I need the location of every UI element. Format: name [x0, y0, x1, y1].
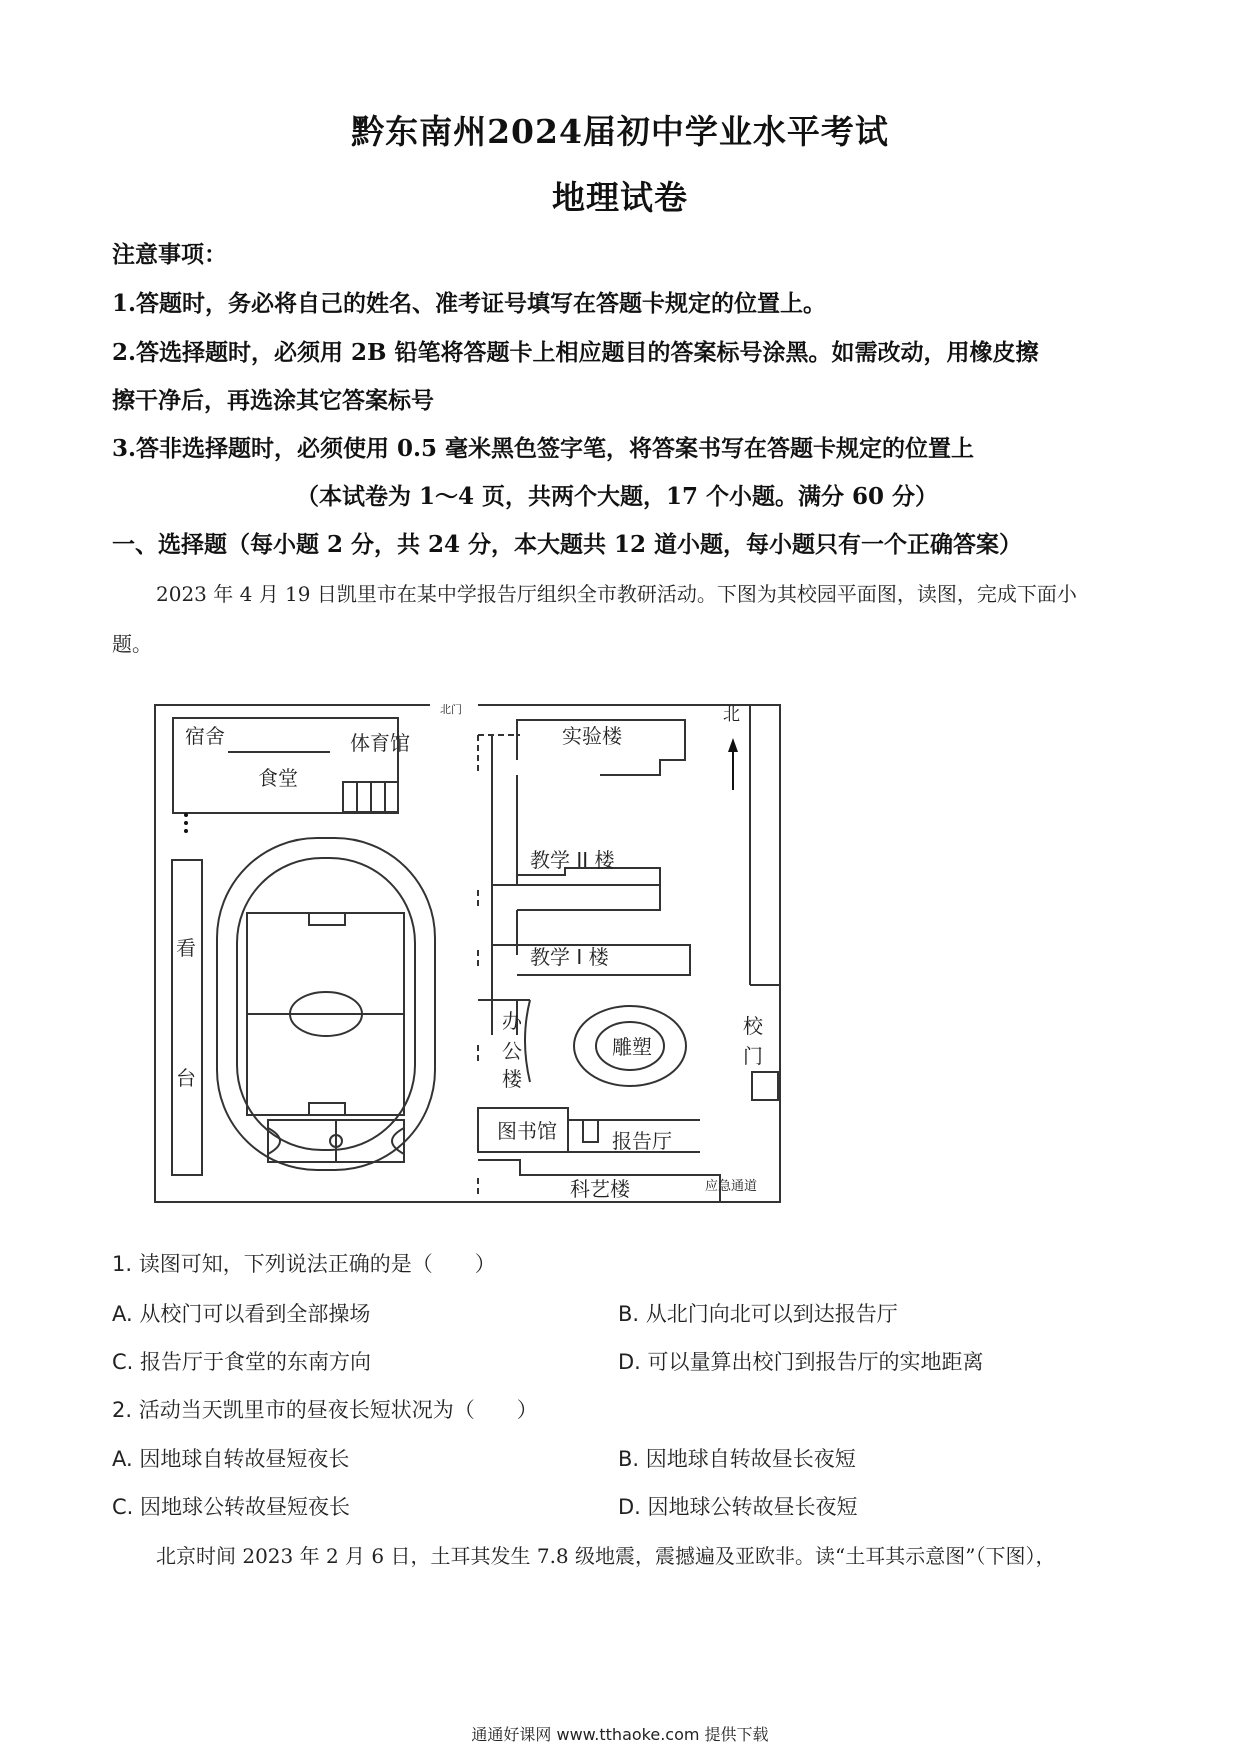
intro-line-2: 题。 — [112, 632, 152, 656]
page-subtitle: 地理试卷 — [552, 178, 688, 217]
lab-label: 实验楼 — [562, 724, 622, 748]
office-label-1: 办 — [502, 1009, 522, 1033]
question-1-stem: 1. 读图可知，下列说法正确的是（ ） — [112, 1252, 496, 1276]
question-2-option-d: D. 因地球公转故昼长夜短 — [618, 1495, 858, 1519]
sculpture-label: 雕塑 — [612, 1035, 652, 1059]
north-arrow-label: 北 — [723, 705, 740, 725]
question-2-option-a: A. 因地球自转故昼短夜长 — [112, 1447, 350, 1471]
emergency-exit-label: 应急通道 — [705, 1179, 758, 1194]
footer: 通通好课网 www.tthaoke.com 提供下载 — [471, 1725, 769, 1744]
map-boundary — [155, 705, 780, 1202]
gym-label: 体育馆 — [350, 731, 410, 755]
question-2-option-c: C. 因地球公转故昼短夜长 — [112, 1495, 351, 1519]
teaching-building-2-label: 教学 II 楼 — [530, 848, 615, 872]
notice-item-1: 1.答题时，务必将自己的姓名、准考证号填写在答题卡规定的位置上。 — [112, 290, 827, 317]
office-label-2: 公 — [502, 1039, 522, 1063]
stand-label-1: 看 — [176, 936, 196, 960]
exam-scope: （本试卷为 1～4 页，共两个大题，17 个小题。满分 60 分） — [296, 483, 939, 510]
question-2-option-b: B. 因地球自转故昼长夜短 — [618, 1447, 856, 1471]
sci-art-label: 科艺楼 — [570, 1177, 630, 1201]
teaching-building-1-label: 教学 I 楼 — [530, 945, 609, 969]
office-label-3: 楼 — [502, 1067, 522, 1091]
north-gate-label: 北门 — [440, 703, 462, 716]
notice-heading: 注意事项： — [112, 241, 227, 268]
question-2-stem: 2. 活动当天凯里市的昼夜长短状况为（ ） — [112, 1398, 538, 1422]
next-intro: 北京时间 2023 年 2 月 6 日，土耳其发生 7.8 级地震，震撼遍及亚欧非。读“土耳其示意图”（下图）， — [156, 1544, 1056, 1568]
notice-item-2-line-2: 擦干净后，再选涂其它答案标号 — [112, 387, 434, 414]
stand — [172, 860, 202, 1175]
section-heading: 一、选择题（每小题 2 分，共 24 分，本大题共 12 道小题，每小题只有一个正确答案） — [112, 531, 1023, 558]
question-1-option-c: C. 报告厅于食堂的东南方向 — [112, 1350, 372, 1374]
auditorium-label: 报告厅 — [612, 1129, 672, 1153]
gate-label-2: 门 — [743, 1044, 763, 1068]
stand-label-2: 台 — [176, 1066, 196, 1090]
notice-item-3: 3.答非选择题时，必须使用 0.5 毫米黑色签字笔，将答案书写在答题卡规定的位置上 — [112, 435, 975, 462]
track-inner — [237, 858, 415, 1150]
question-1-option-d: D. 可以量算出校门到报告厅的实地距离 — [618, 1350, 984, 1374]
north-arrow-icon — [728, 738, 738, 752]
question-1-option-b: B. 从北门向北可以到达报告厅 — [618, 1302, 898, 1326]
teaching-building-2 — [492, 885, 660, 910]
canteen-label: 食堂 — [258, 766, 298, 790]
library-label: 图书馆 — [497, 1119, 557, 1143]
intro-line-1: 2023 年 4 月 19 日凯里市在某中学报告厅组织全市教研活动。下图为其校园平面图，读图，完成下面小 — [156, 582, 1077, 606]
gate-booth — [752, 1072, 778, 1100]
question-1-option-a: A. 从校门可以看到全部操场 — [112, 1302, 371, 1326]
auditorium-stairs — [583, 1120, 598, 1142]
page-title: 黔东南州2024届初中学业水平考试 — [351, 112, 889, 151]
gate-label-1: 校 — [743, 1014, 763, 1038]
notice-item-2-line-1: 2.答选择题时，必须用 2B 铅笔将答题卡上相应题目的答案标号涂黑。如需改动，用橡皮擦 — [112, 339, 1039, 366]
dorm-label: 宿舍 — [185, 724, 225, 748]
